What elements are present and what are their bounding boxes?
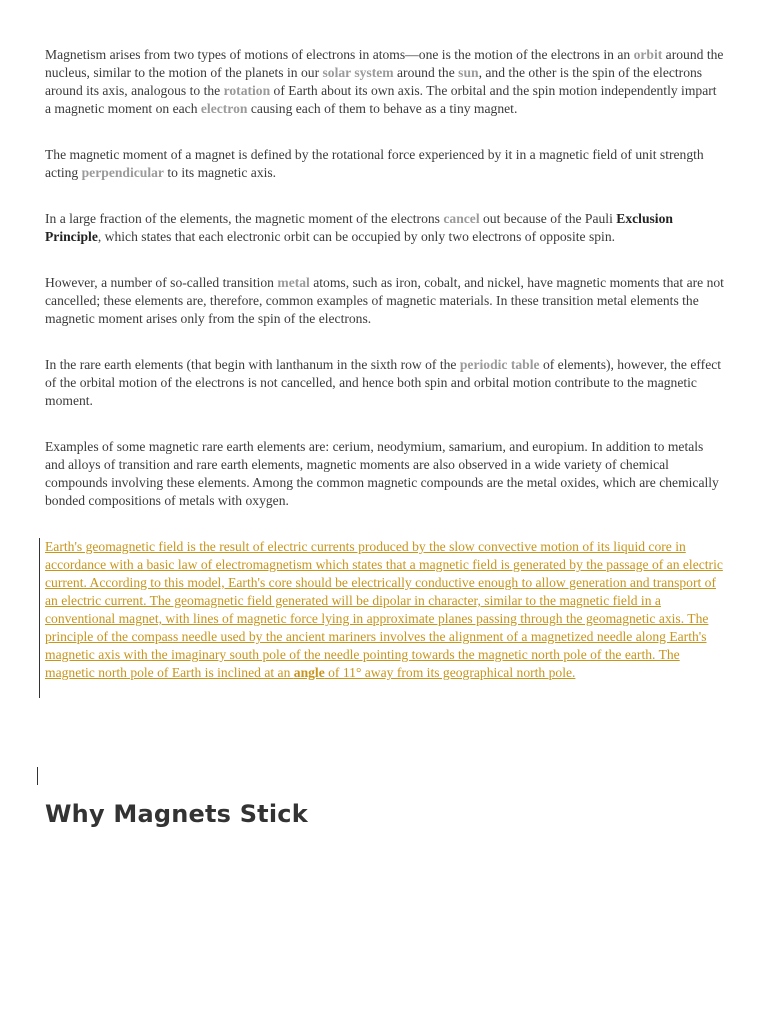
- text-run: of 11° away from its geographical north pole.: [324, 665, 576, 680]
- text-run: Earth's geomagnetic field is the result of electric currents produced by the slow convective motion of its liquid core in accordance with a basic law of electromagnetism which states that a magnetic field is generated by the passage of an electric current. According to this model, Earth's core should be electrically conductive enough to allow generation and transport of an electric current. The geomagnetic field generated will be dipolar in character, similar to the magnetic field in a conventional magnet, with lines of magnetic force lying in approximate planes passing through the geomagnetic axis. The principle of the compass needle used by the ancient mariners involves the alignment of a magnetized needle along Earth's magnetic axis with the imaginary south pole of the needle pointing towards the magnetic north pole of the earth. The magnetic north pole of Earth is inclined at an: [45, 539, 723, 680]
- text-run: around the nucleus, similar to the motion of the planets in our: [45, 47, 724, 80]
- keyword-link-perpendicular[interactable]: perpendicular: [81, 165, 164, 180]
- keyword-link-periodic-table[interactable]: periodic table: [459, 357, 540, 372]
- text-run: , and the other is the spin of the electrons around its axis, analogous to the: [45, 65, 703, 98]
- keyword-link-solar-system[interactable]: solar system: [322, 65, 394, 80]
- paragraph-examples: [45, 438, 725, 510]
- change-bar: [39, 538, 40, 698]
- text-run: of elements), however, the effect of the orbital motion of the electrons is not cancelled, and hence both spin and orbital motion contribute to the magnetic moment.: [45, 357, 722, 408]
- keyword-link-electron[interactable]: electron: [200, 101, 248, 116]
- text-run: out because of the Pauli: [479, 211, 617, 226]
- section-heading: Why Magnets Stick: [45, 800, 308, 828]
- text-run: of Earth about its own axis. The orbital and the spin motion independently impart a magnetic moment on each: [45, 83, 717, 116]
- text-run: to its magnetic axis.: [163, 165, 277, 180]
- text-run: causing each of them to behave as a tiny magnet.: [247, 101, 518, 116]
- paragraph-magnetic-moment: [45, 146, 725, 182]
- paragraph-transition-metals: [45, 274, 725, 328]
- text-run: atoms, such as iron, cobalt, and nickel, have magnetic moments that are not cancelled; these elements are, therefore, common examples of magnetic materials. In these transition metal elements the magnetic moment arises only from the spin of the electrons.: [45, 275, 724, 326]
- paragraph-rare-earth: [45, 356, 725, 410]
- document-body: [45, 46, 725, 682]
- keyword-link-sun[interactable]: sun: [458, 65, 479, 80]
- keyword-link-cancel[interactable]: cancel: [443, 211, 480, 226]
- text-run: However, a number of so-called transition: [45, 275, 278, 290]
- bold-term-angle: angle: [293, 665, 325, 680]
- paragraph-orbit-spin: [45, 46, 725, 118]
- text-cursor: [37, 767, 38, 785]
- keyword-link-orbit[interactable]: orbit: [633, 47, 663, 62]
- bold-term-exclusion-principle: Exclusion Principle: [45, 211, 673, 244]
- paragraph-pauli: [45, 210, 725, 246]
- text-run: Magnetism arises from two types of motions of electrons in atoms—one is the motion of the electrons in an: [45, 47, 634, 62]
- text-run: In the rare earth elements (that begin with lanthanum in the sixth row of the: [45, 357, 460, 372]
- text-run: In a large fraction of the elements, the magnetic moment of the electrons: [45, 211, 444, 226]
- keyword-link-metal[interactable]: metal: [277, 275, 310, 290]
- paragraph-geomagnetic-tracked-change[interactable]: [45, 538, 725, 682]
- keyword-link-rotation[interactable]: rotation: [223, 83, 271, 98]
- text-run: around the: [393, 65, 459, 80]
- text-run: , which states that each electronic orbit can be occupied by only two electrons of opposite spin.: [97, 229, 616, 244]
- text-run: Examples of some magnetic rare earth elements are: cerium, neodymium, samarium, and europium. In addition to metals and alloys of transition and rare earth elements, magnetic moments are also observed in a wide variety of chemical compounds involving these elements. Among the common magnetic compounds are the metal oxides, which are chemically bonded compositions of metals with oxygen.: [45, 439, 719, 508]
- text-run: The magnetic moment of a magnet is defined by the rotational force experienced by it in a magnetic field of unit strength acting: [45, 147, 704, 180]
